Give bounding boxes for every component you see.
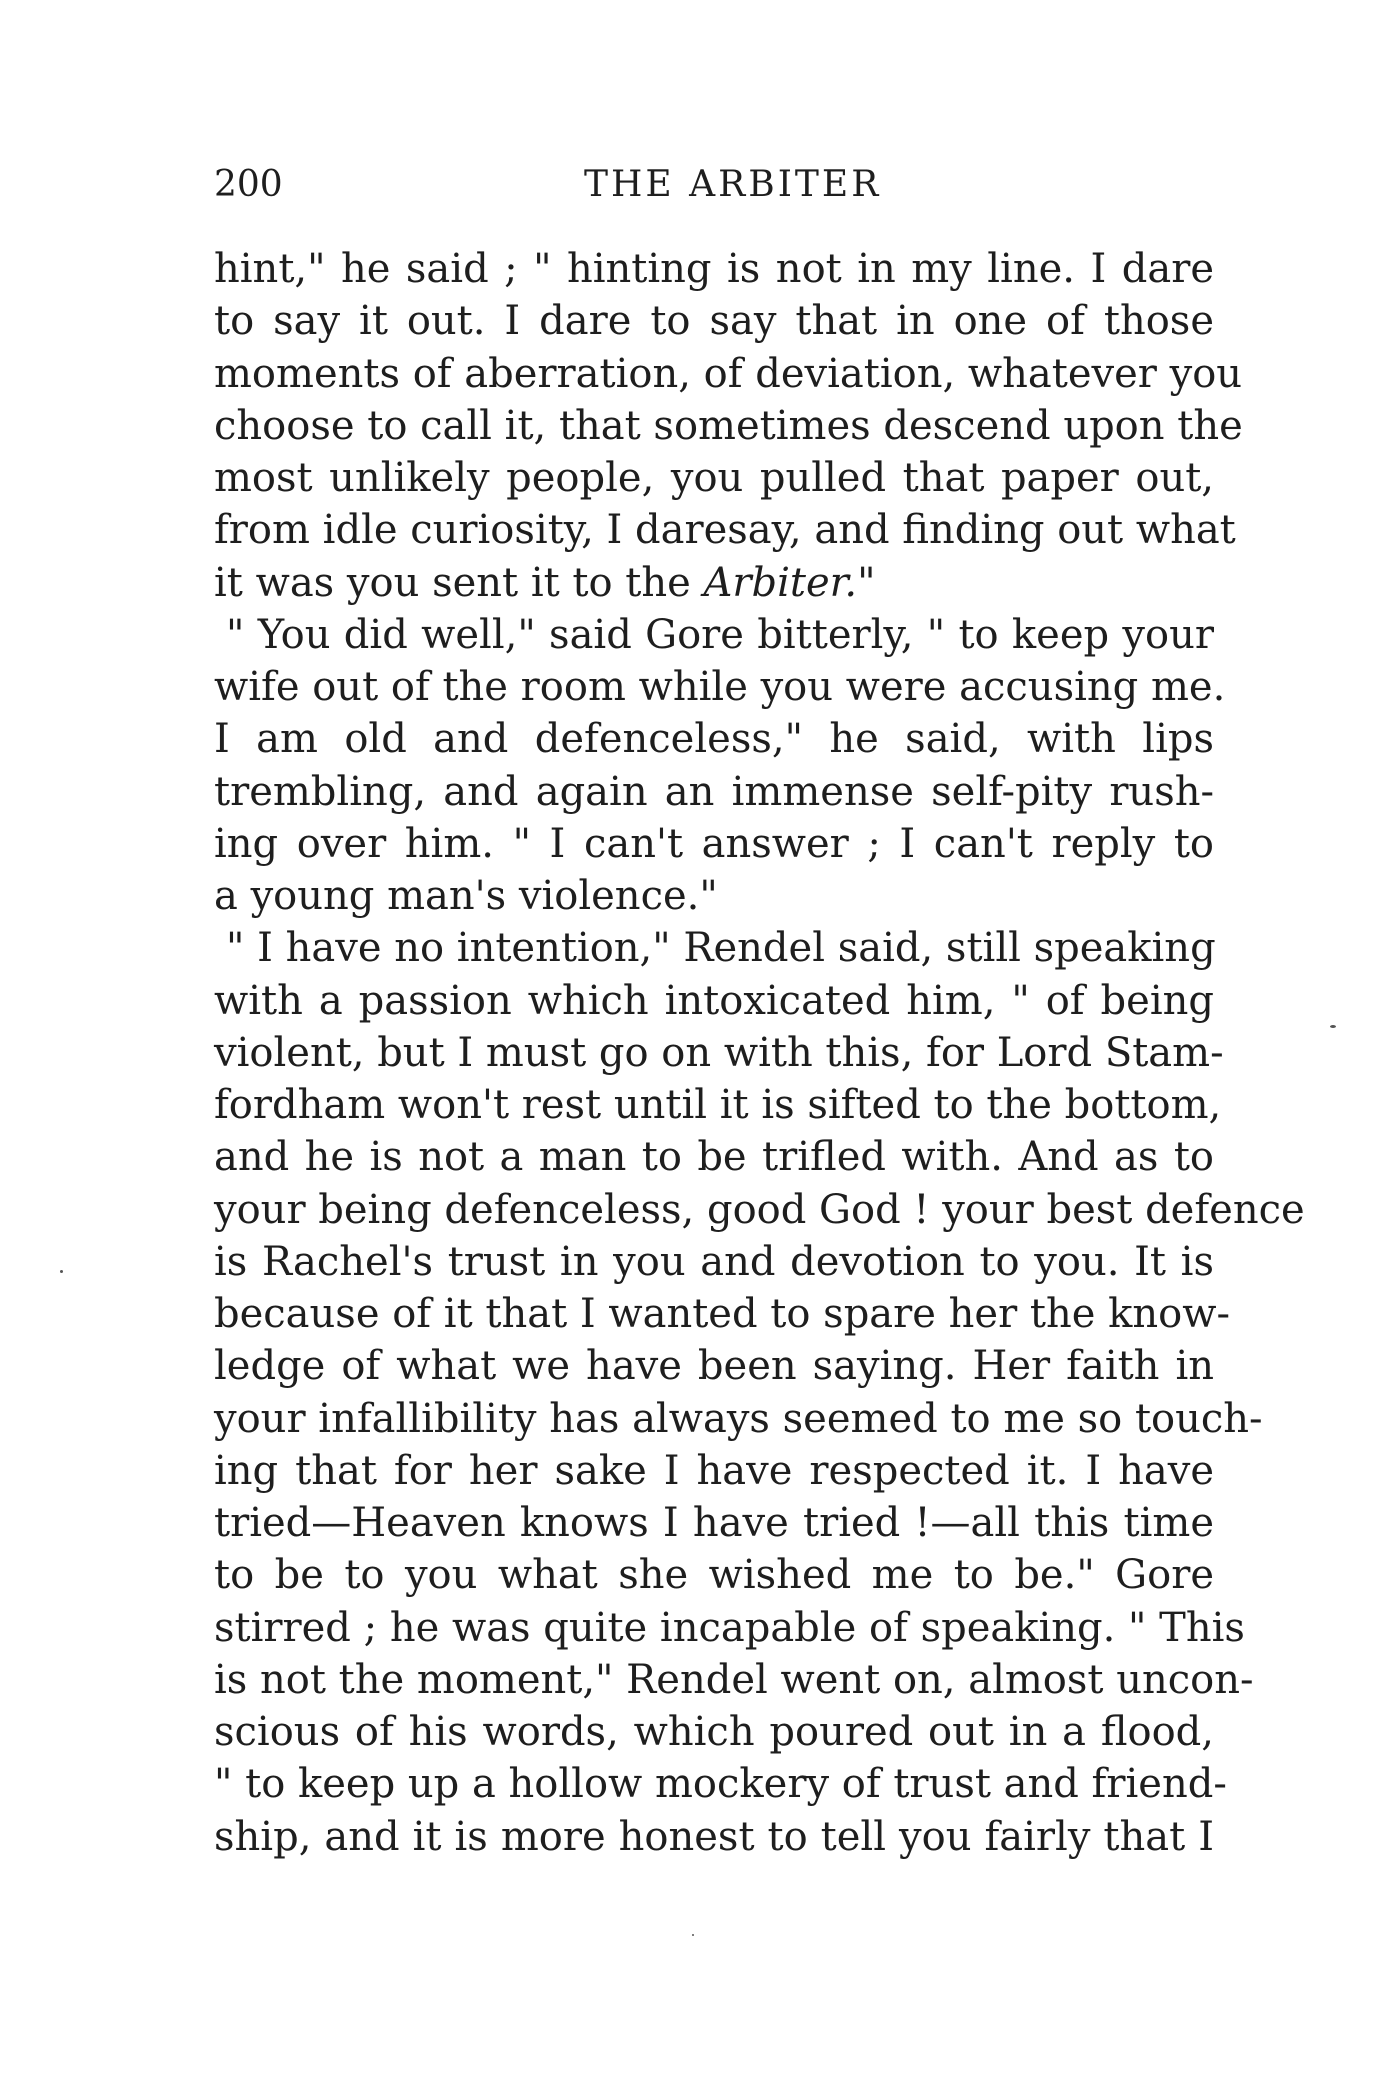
- text-line: to say it out. I dare to say that in one of those: [214, 298, 1214, 345]
- text-line: ship, and it is more honest to tell you fairly that I: [214, 1813, 1214, 1860]
- text-line: a young man's violence.": [214, 873, 718, 919]
- text-line: is not the moment," Rendel went on, almost uncon-: [214, 1656, 1254, 1703]
- text-line: I am old and defenceless," he said, with lips: [214, 716, 1214, 763]
- text-line: violent, but I must go on with this, for Lord Stam-: [214, 1029, 1224, 1076]
- running-title: THE ARBITER: [584, 164, 882, 205]
- text-line: ing that for her sake I have respected it. I have: [214, 1447, 1214, 1494]
- body-text: [214, 243, 1305, 1863]
- text-line: most unlikely people, you pulled that paper out,: [214, 455, 1214, 501]
- paragraph-start-line: " I have no intention," Rendel said, still speaking: [226, 925, 1216, 972]
- text-line: is Rachel's trust in you and devotion to you. It is: [214, 1238, 1214, 1285]
- paper-speck: [1330, 1025, 1336, 1028]
- text-line: ledge of what we have been saying. Her faith in: [214, 1343, 1214, 1390]
- text-line: and he is not a man to be trifled with. And as to: [214, 1134, 1214, 1181]
- text-line: because of it that I wanted to spare her the know-: [214, 1291, 1230, 1337]
- text-line: hint," he said ; " hinting is not in my line. I dare: [214, 246, 1214, 292]
- text-line: moments of aberration, of deviation, whatever you: [214, 350, 1243, 397]
- text-line: scious of his words, which poured out in a flood,: [214, 1709, 1214, 1755]
- text-line-start: it was you sent it to the: [214, 559, 704, 606]
- text-line: tried—Heaven knows I have tried !—all this time: [214, 1500, 1214, 1546]
- closing-quote: ": [857, 559, 876, 606]
- text-line: with a passion which intoxicated him, " of being: [214, 977, 1214, 1024]
- paragraph-start-line: " You did well," said Gore bitterly, " to keep your: [226, 611, 1214, 658]
- text-line: from idle curiosity, I daresay, and finding out what: [214, 507, 1236, 554]
- text-line: " to keep up a hollow mockery of trust and friend-: [214, 1761, 1227, 1808]
- text-line: to be to you what she wished me to be." Gore: [214, 1552, 1214, 1599]
- paper-speck: [692, 1934, 694, 1936]
- text-line: wife out of the room while you were accusing me.: [214, 664, 1226, 710]
- text-line: [214, 557, 1214, 609]
- running-header: [214, 160, 1214, 210]
- text-line: fordham won't rest until it is sifted to the bottom,: [214, 1082, 1222, 1128]
- arbiter-italic: Arbiter.: [703, 559, 858, 606]
- text-line: choose to call it, that sometimes descend upon the: [214, 402, 1243, 449]
- paper-speck: [60, 1270, 63, 1273]
- text-line: ing over him. " I can't answer ; I can't reply to: [214, 820, 1214, 867]
- text-line: trembling, and again an immense self-pity rush-: [214, 768, 1214, 815]
- text-line: stirred ; he was quite incapable of speaking. " This: [214, 1604, 1245, 1651]
- text-line: your infallibility has always seemed to me so touch-: [214, 1395, 1263, 1442]
- page-number: 200: [214, 164, 283, 205]
- text-line: your being defenceless, good God ! your best defence: [214, 1186, 1305, 1233]
